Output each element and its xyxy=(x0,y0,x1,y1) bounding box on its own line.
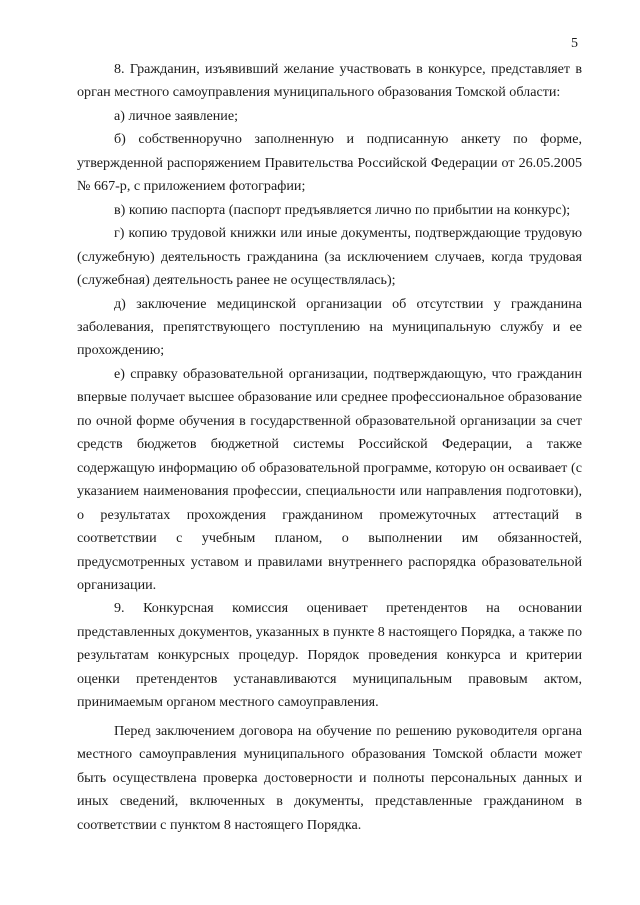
paragraph-subitem-b: б) собственноручно заполненную и подписанную анкету по форме, утвержденной распоряжением Правительства Российской Федерации от 26.05.2005 № 667-р, с приложением фотографии; xyxy=(77,131,582,195)
document-body xyxy=(77,58,582,837)
page-number: 5 xyxy=(571,36,578,51)
paragraph-verification: Перед заключением договора на обучение по решению руководителя органа местного самоуправления муниципального образования Томской области может быть осуществлена проверка достоверности и полноты персональных данных и иных сведений, включенных в документы, представленные гражданином в соответствии с пунктом 8 настоящего Порядка. xyxy=(77,722,582,833)
paragraph-subitem-e: е) справку образовательной организации, подтверждающую, что гражданин впервые получает высшее образование или среднее профессиональное образование по очной форме обучения в государственной образовательной организации за счет средств бюджетов бюджетной системы Российской Федерации, а также содержащую информацию об образовательной программе, которую он осваивает (с указанием наименования профессии, специальности или направления подготовки), о результатах прохождения гражданином промежуточных аттестаций в соответствии с учебным планом, о выполнении им обязанностей, предусмотренных уставом и правилами внутреннего распорядка образовательной организации. xyxy=(77,365,582,593)
paragraph-subitem-g: г) копию трудовой книжки или иные документы, подтверждающие трудовую (служебную) деятельность гражданина (за исключением случаев, когда трудовая (служебная) деятельность ранее не осуществлялась); xyxy=(77,225,582,289)
paragraph-item-8: 8. Гражданин, изъявивший желание участвовать в конкурсе, представляет в орган местного самоуправления муниципального образования Томской области: xyxy=(77,61,582,101)
paragraph-item-9: 9. Конкурсная комиссия оценивает претендентов на основании представленных документов, указанных в пункте 8 настоящего Порядка, а также по результатам конкурсных процедур. Порядок проведения конкурса и критерии оценки претендентов устанавливаются муниципальным правовым актом, принимаемым органом местного самоуправления. xyxy=(77,600,582,711)
paragraph-subitem-v: в) копию паспорта (паспорт предъявляется лично по прибытии на конкурс); xyxy=(114,201,571,218)
paragraph-subitem-a: а) личное заявление; xyxy=(114,107,238,124)
paragraph-subitem-d: д) заключение медицинской организации об отсутствии у гражданина заболевания, препятствующего поступлению на муниципальную службу и ее прохождению; xyxy=(77,295,582,359)
